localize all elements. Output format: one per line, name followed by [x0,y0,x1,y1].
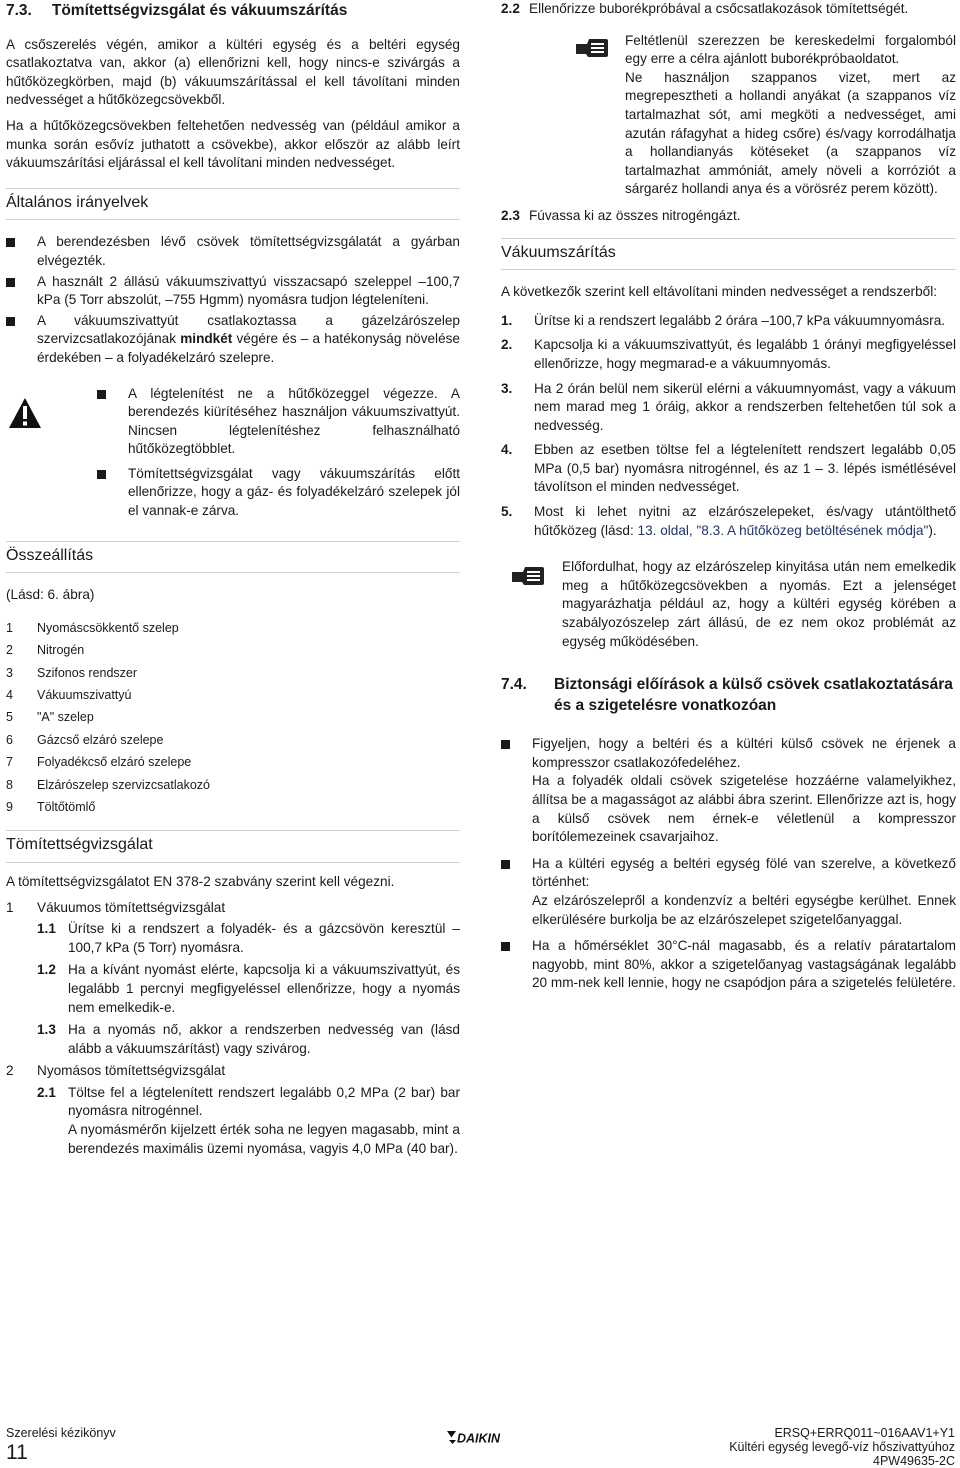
list-item: Ha a kültéri egység a beltéri egység fölé van szerelve, a következő történhet: Az elzárószelepről a kondenzvíz a beltéri egységbe kerülhet. Ennek elkerülésére burkolja be az elzárószelepet szigetelőanyaggal. [501,855,956,929]
parts-row: 3 Szifonos rendszer [6,665,138,680]
section-heading [6,2,460,21]
right-column [501,0,956,995]
intro-paragraph: Ha a hűtőközegcsövekben feltehetően nedvesség van (például amikor a munka során esővíz juthatott a csövekbe), akkor először az alább leírt vákuumszárítási eljárással el kell távolítani minden nedvességet. [6,117,460,171]
note-box [501,32,956,199]
page-footer [0,1426,960,1468]
note-text: Előfordulhat, hogy az elzárószelep kinyitása után nem emelkedik meg a hűtőközegcsövekben a nyomás. Ezt a jelenséget magyarázhatja például az, hogy a kültéri egység körében a szabályozószelep zárt állású, de ez nem okoz problémát az egység működésében. [562,559,956,649]
parts-row: 5 "A" szelep [6,710,94,725]
note-hand-icon [511,564,545,594]
parts-row: 6 Gázcső elzáró szelepe [6,732,164,747]
bullet-square-icon [6,317,15,326]
manual-title: Szerelési kézikönyv [6,1426,116,1440]
document-code: 4PW49635-2C [873,1454,955,1468]
daikin-logo [447,1431,515,1450]
leak-substep: 2.3 Fúvassa ki az összes nitrogéngázt. [501,207,741,223]
parts-row: 8 Elzárószelep szervizcsatlakozó [6,777,210,792]
parts-row: 2 Nitrogén [6,643,85,658]
parts-row: 7 Folyadékcső elzáró szelepe [6,755,192,770]
page-reference-link[interactable]: 13. oldal, "8.3. A hűtőközeg betöltésének módja" [637,522,929,538]
warning-triangle-icon [8,397,42,435]
bullet-square-icon [6,278,15,287]
brand-text: DAIKIN [457,1431,501,1444]
bullet-square-icon [501,740,510,749]
subsection-heading [501,674,956,716]
list-item: Tömítettségvizsgálat vagy vákuumszárítás előtt ellenőrizze, hogy a gáz- és folyadékelzáró szelepek jól el vannak-e zárva. [97,465,460,521]
section-title: Tömítettségvizsgálat és vákuumszárítás [51,2,348,19]
vacuum-drying-heading: Vákuumszárítás [501,238,956,271]
warning-box [6,385,460,521]
note-hand-icon [575,36,609,66]
intro-paragraph: A csőszerelés végén, amikor a kültéri egység és a beltéri egység csatlakoztatva van, akkor (a) ellenőrizni kell, hogy nincs-e szivárgás a hűtőközegkörben, majd (b) vákuumszárítással el kell távolítani minden nedvességet a hűtőközegcsövekből. [6,36,460,108]
figure-reference: (Lásd: 6. ábra) [6,587,95,603]
note-text: Feltétlenül szerezzen be kereskedelmi forgalomból egy erre a célra ajánlott buborékpróbaoldatot. [625,32,956,67]
general-guidelines-heading: Általános irányelvek [6,188,460,221]
bullet-square-icon [501,860,510,869]
list-item: A használt 2 állású vákuumszivattyú visszacsapó szeleppel –100,7 kPa (5 Torr abszolút, –755 Hgmm) nyomásra tudjon légteleníteni. [6,273,460,310]
leak-step: 2 Nyomásos tömítettségvizsgálat [6,1063,226,1079]
safety-list [501,735,956,993]
section-number: 7.3. [6,2,32,19]
list-item: 1. Ürítse ki a rendszert legalább 2 órára –100,7 kPa vákuumnyomásra. [501,312,946,328]
bullet-square-icon [6,238,15,247]
footer-right [729,1426,955,1468]
leak-substep: 2.2 Ellenőrizze buborékpróbával a csőcsatlakozások tömítettségét. [501,1,909,16]
leak-step: 1 Vákuumos tömítettségvizsgálat [6,899,226,915]
vacuum-steps [501,312,956,541]
bullet-square-icon [501,942,510,951]
list-item: A berendezésben lévő csövek tömítettségvizsgálatát a gyárban elvégezték. [6,233,460,270]
assembly-heading: Összeállítás [6,541,460,574]
vacuum-intro: A következők szerint kell eltávolítani minden nedvességet a rendszerből: [501,284,937,300]
list-item: A légtelenítést ne a hűtőközeggel végezze. A berendezés kiürítéséhez használjon vákuumszivattyút. Nincsen légtelenítéshez felhasználható hűtőközegtöbblet. [97,385,460,459]
note-box [501,558,956,651]
leak-test-heading: Tömítettségvizsgálat [6,830,460,863]
product-name: Kültéri egység levegő-víz hőszivattyúhoz [729,1440,955,1454]
leak-substep: 1.3 Ha a nyomás nő, akkor a rendszerben nedvesség van (lásd alább a vákuumszárítást) vagy szivárog. [37,1022,460,1056]
footer-left [6,1426,116,1465]
subsection-title: Biztonsági előírások a külső csövek csatlakoztatására és a szigetelésre vonatkozóan [554,676,953,715]
bullet-square-icon [97,470,106,479]
note-text: Ne használjon szappanos vizet, mert az megrepesztheti a hollandi anyákat (a szappanos víz tartalmazhat sót, ami megköti a nedvességet, ami azután ráfagyhat a hideg csőre) és/vagy korrodálhatja a hollandianyás kötéseket (a szappanos víz tartalmazhat ammóniát, amely növeli a korróziót a sárgaréz hollandi anya és a vörösréz perem között). [625,69,956,197]
left-column [6,0,460,1162]
leak-test-intro: A tömítettségvizsgálatot EN 378-2 szabvány szerint kell végezni. [6,873,395,889]
list-item: A vákuumszivattyút csatlakoztassa a gázelzárószelep szervizcsatlakozójának mindkét végére és – a hatékonyság növelése érdekében – a folyadékelzáró szelepre. [6,312,460,368]
parts-row: 1 Nyomáscsökkentő szelep [6,620,179,635]
parts-row: 9 Töltőtömlő [6,799,96,814]
leak-substep: 1.2 Ha a kívánt nyomást elérte, kapcsolja ki a vákuumszivattyút, és legalább 1 percnyi megfigyeléssel ellenőrizze, hogy a nyomás nem emelkedik-e. [37,962,460,1015]
bullet-square-icon [97,390,106,399]
parts-row: 4 Vákuumszivattyú [6,688,132,703]
list-item: Ha a hőmérséklet 30°C-nál magasabb, és a relatív páratartalom nagyobb, mint 80%, akkor a szigetelőanyag vastagságának legalább 20 mm-nek kell lennie, hogy ne csapódjon pára a szigetelés felületére. [501,937,956,993]
list-item: 2. Kapcsolja ki a vákuumszivattyút, és legalább 1 órányi megfigyeléssel ellenőrizze, hogy megmarad-e a vákuumnyomás. [501,337,956,371]
warning-list [97,385,460,521]
model-number: ERSQ+ERRQ011~016AAV1+Y1 [774,1426,955,1440]
list-item: 3. Ha 2 órán belül nem sikerül elérni a vákuumnyomást, vagy a vákuum nem marad meg 1 óráig, akkor a rendszerben feltehetően túl sok a nedvesség. [501,380,956,433]
list-item: 4. Ebben az esetben töltse fel a légtelenített rendszert legalább 0,05 MPa (0,5 bar) nyomásra nitrogénnel, és az 1 – 3. lépés ismétlésével távolítson el minden nedvességet. [501,442,956,495]
general-guidelines-list [6,233,460,367]
list-item: 5. Most ki lehet nyitni az elzárószelepeket, és/vagy utántölthető hűtőközeg (lásd: 13. oldal, "8.3. A hűtőközeg betöltésének módja"). [501,504,956,538]
page-number: 11 [6,1441,28,1464]
leak-substep: 1.1 Ürítse ki a rendszert a folyadék- és a gázcsövön keresztül –100,7 kPa (5 Torr) nyomásra. [37,921,460,955]
leak-substep: 2.1 Töltse fel a légtelenített rendszert legalább 0,2 MPa (2 bar) bar nyomásra nitrogénnel. A nyomásmérőn kijelzett érték soha ne legyen magasabb, mint a berendezés maximális üzemi nyomása, vagyis 4,0 MPa (40 bar). [37,1084,460,1156]
list-item: Figyeljen, hogy a beltéri és a kültéri külső csövek ne érjenek a kompresszor csatlakozófedeléhez. Ha a folyadék oldali csövek szigetelése hozzáérne valamelyikhez, állítsa be a magasságot az alábbi ábra szerint. Ellenőrizze azt is, hogy a külső csövek nem érnek-e véletlenül a kompresszor borítólemezeinek csavarjaihoz. [501,735,956,847]
parts-legend [6,619,460,821]
subsection-number: 7.4. [501,676,527,694]
